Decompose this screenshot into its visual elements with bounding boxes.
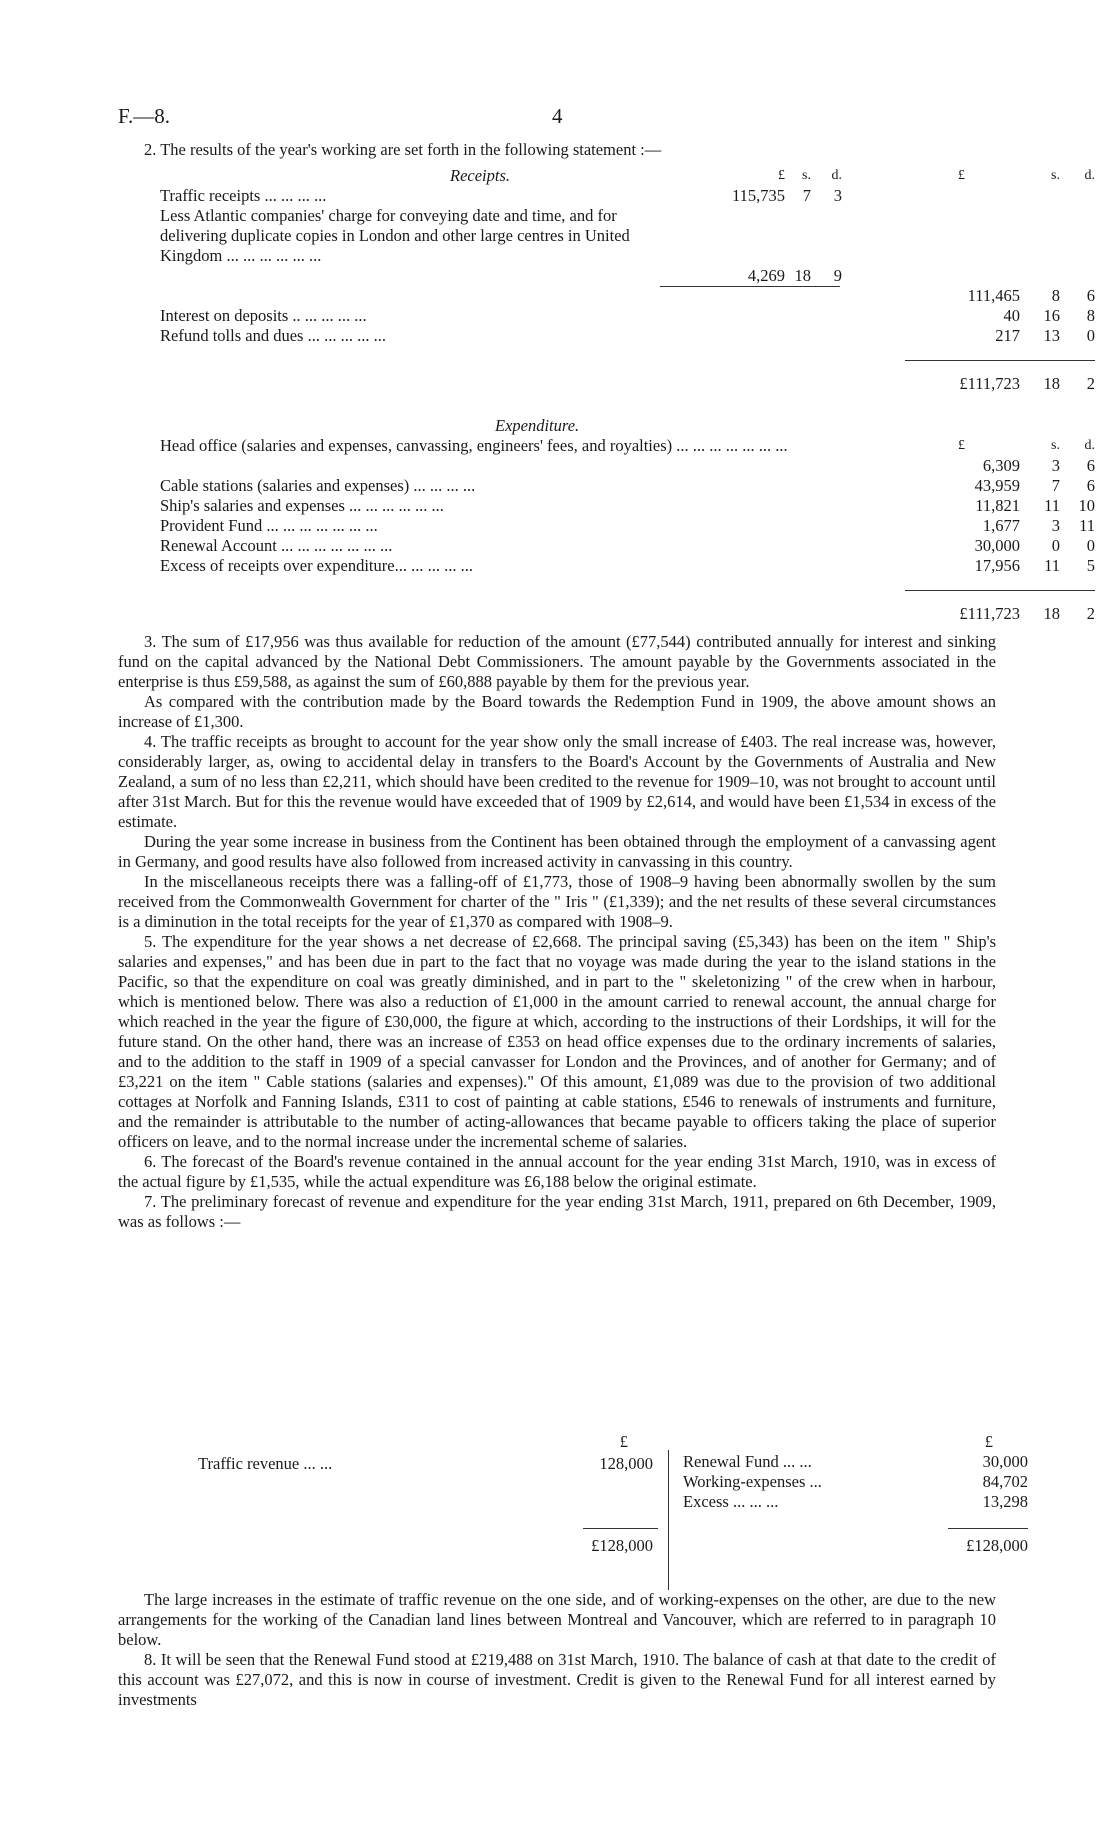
forecast-right-value: 84,702 [982, 1472, 1028, 1491]
expenditure-total-row [160, 604, 1095, 624]
forecast-left-value: 128,000 [599, 1454, 653, 1473]
total-pence: 2 [1086, 604, 1095, 623]
page-header [118, 106, 998, 132]
amount-shillings: 13 [1043, 326, 1060, 345]
total-shillings: 18 [1043, 374, 1060, 393]
forecast-right-label: Excess ... ... ... [683, 1492, 779, 1511]
amount-pounds: 30,000 [974, 536, 1020, 555]
col-header-pounds: £ [958, 438, 965, 453]
amount-pounds: 6,309 [982, 456, 1020, 475]
col-header-pounds: £ [778, 168, 785, 183]
col-header-shillings-total: s. [1051, 168, 1060, 183]
receipts-row [160, 186, 960, 206]
forecast-right-label: Working-expenses ... [683, 1472, 822, 1491]
total-shillings: 18 [1043, 604, 1060, 623]
amount-pence: 0 [1086, 536, 1095, 555]
expenditure-label: Ship's salaries and expenses ... ... ... ... ... ... [160, 496, 444, 515]
amount-pounds: 40 [1003, 306, 1020, 325]
amount-shillings: 18 [794, 266, 811, 285]
receipts-spacer [160, 346, 960, 374]
paragraph: 3. The sum of £17,956 was thus available for reduction of the amount (£77,544) contributed annually for interest and sinking fund on the capital advanced by the National Debt Commissioners. The amount payable by the Governments associated in the enterprise is thus £59,588, as against the sum of £60,888 payable by them for the previous year. [118, 632, 996, 691]
paragraph: During the year some increase in business from the Continent has been obtained through the employment of a canvassing agent in Germany, and good results have also followed from increased activity in canvassing in this country. [118, 832, 996, 871]
amount-pounds: 115,735 [731, 186, 785, 205]
amount-pounds: 217 [995, 326, 1020, 345]
amount-pence: 10 [1078, 496, 1095, 515]
amount-pence: 5 [1086, 556, 1095, 575]
expenditure-row [160, 496, 1095, 516]
amount-pounds: 1,677 [982, 516, 1020, 535]
col-header-shillings: s. [1051, 438, 1060, 453]
col-header-pence: d. [1084, 438, 1095, 453]
amount-pence: 3 [833, 186, 842, 205]
amount-shillings: 0 [1051, 536, 1060, 555]
amount-shillings: 8 [1051, 286, 1060, 305]
receipts-row [160, 326, 1095, 346]
amount-shillings: 7 [802, 186, 811, 205]
expenditure-row [160, 476, 1095, 496]
expenditure-statement [160, 416, 1095, 624]
col-header-shillings: s. [802, 168, 811, 183]
forecast-left-label: Traffic revenue ... ... [198, 1454, 333, 1473]
col-header-pounds-total: £ [958, 168, 965, 183]
amount-shillings: 11 [1044, 496, 1060, 515]
receipts-header-row [160, 166, 1095, 186]
paragraph-2-intro: 2. The results of the year's working are set forth in the following statement :— [144, 140, 662, 159]
amount-pence: 9 [833, 266, 842, 285]
forecast-right-label: Renewal Fund ... ... [683, 1452, 812, 1471]
forecast-table [118, 1432, 1028, 1555]
paragraph: 6. The forecast of the Board's revenue contained in the annual account for the year ending 31st March, 1910, was in excess of the actual figure by £1,535, while the actual expenditure was £6,188 below the original estimate. [118, 1152, 996, 1191]
amount-pence: 6 [1086, 456, 1095, 475]
amount-pounds: 43,959 [974, 476, 1020, 495]
forecast-left-total: £128,000 [591, 1536, 653, 1555]
paragraph: The large increases in the estimate of traffic revenue on the one side, and of working-expenses on the other, are due to the new arrangements for the working of the Canadian land lines between Montreal and Vancouver, which are referred to in paragraph 10 below. [118, 1590, 996, 1649]
expenditure-spacer [160, 576, 960, 604]
amount-pounds: 111,465 [967, 286, 1020, 305]
col-header-pence-total: d. [1084, 168, 1095, 183]
total-pounds: £111,723 [959, 374, 1020, 393]
closing-paragraphs [118, 1590, 996, 1710]
expenditure-row [160, 556, 1095, 576]
amount-shillings: 11 [1044, 556, 1060, 575]
forecast-divider [668, 1450, 669, 1590]
col-header-pence: d. [831, 168, 842, 183]
total-rule [905, 360, 1095, 361]
expenditure-row [160, 436, 1095, 476]
document-reference: F.—8. [118, 104, 170, 128]
expenditure-row [160, 536, 1095, 556]
page-number: 4 [552, 104, 563, 128]
paragraph: In the miscellaneous receipts there was a falling-off of £1,773, those of 1908–9 having been abnormally swollen by the sum received from the Commonwealth Government for charter of the " Iris " (£1,339); and the net results of these several circumstances is a diminution in the total receipts for the year of £1,370 as compared with 1908–9. [118, 872, 996, 931]
forecast-left-rule [583, 1528, 658, 1529]
receipts-label: Refund tolls and dues ... ... ... ... ... [160, 326, 386, 345]
amount-shillings: 3 [1051, 516, 1060, 535]
expenditure-label: Head office (salaries and expenses, canvassing, engineers' fees, and royalties) ... ... ... ... ... ... ... [160, 436, 788, 455]
receipts-label: Less Atlantic companies' charge for conveying date and time, and for delivering duplicate copies in London and other large centres in United Kingdom ... ... ... ... ... ... [160, 206, 630, 265]
amount-pence: 8 [1086, 306, 1095, 325]
expenditure-label: Excess of receipts over expenditure... ... ... ... ... [160, 556, 473, 575]
receipts-total-row [160, 374, 1095, 394]
paragraph: 8. It will be seen that the Renewal Fund stood at £219,488 on 31st March, 1910. The balance of cash at that date to the credit of this account was £27,072, and this is now in course of investment. Credit is given to the Renewal Fund for all interest earned by investments [118, 1650, 996, 1709]
total-pence: 2 [1086, 374, 1095, 393]
amount-shillings: 16 [1043, 306, 1060, 325]
amount-pounds: 17,956 [974, 556, 1020, 575]
expenditure-label: Provident Fund ... ... ... ... ... ... ... [160, 516, 378, 535]
receipts-row [160, 206, 960, 286]
receipts-statement [160, 166, 1095, 394]
paragraph: As compared with the contribution made by the Board towards the Redemption Fund in 1909, the above amount shows an increase of £1,300. [118, 692, 996, 731]
total-rule [905, 590, 1095, 591]
expenditure-row [160, 516, 1095, 536]
forecast-right-value: 13,298 [982, 1492, 1028, 1511]
expenditure-title-row [160, 416, 960, 436]
paragraph: 4. The traffic receipts as brought to account for the year show only the small increase of £403. The real increase was, however, considerably larger, as, owing to accidental delay in transfers to the Board's Account by the Governments of Australia and New Zealand, a sum of no less than £2,211, which should have been credited to the revenue for 1909–10, was not brought to account until after 31st March. But for this the revenue would have exceeded that of 1909 by £2,614, and would have been £1,534 in excess of the estimate. [118, 732, 996, 831]
receipts-label: Traffic receipts ... ... ... ... [160, 186, 327, 205]
expenditure-label: Cable stations (salaries and expenses) ... ... ... ... [160, 476, 476, 495]
amount-pence: 6 [1086, 286, 1095, 305]
amount-pounds: 4,269 [747, 266, 785, 285]
receipts-label: Interest on deposits .. ... ... ... ... [160, 306, 367, 325]
receipts-row [160, 306, 1095, 326]
total-pounds: £111,723 [959, 604, 1020, 623]
expenditure-label: Renewal Account ... ... ... ... ... ... ... [160, 536, 393, 555]
subtotal-rule [660, 286, 840, 287]
amount-shillings: 3 [1051, 456, 1060, 475]
amount-pounds: 11,821 [975, 496, 1020, 515]
amount-pence: 0 [1086, 326, 1095, 345]
paragraph: 7. The preliminary forecast of revenue and expenditure for the year ending 31st March, 1911, prepared on 6th December, 1909, was as follows :— [118, 1192, 996, 1231]
forecast-right-value: 30,000 [982, 1452, 1028, 1471]
amount-pence: 11 [1079, 516, 1095, 535]
body-paragraphs [118, 632, 996, 1232]
amount-pence: 6 [1086, 476, 1095, 495]
forecast-currency-left: £ [619, 1432, 628, 1451]
expenditure-title: Expenditure. [495, 416, 580, 435]
forecast-right-total: £128,000 [966, 1536, 1028, 1555]
paragraph: 5. The expenditure for the year shows a net decrease of £2,668. The principal saving (£5,343) has been on the item " Ship's salaries and expenses," and has been due in part to the fact that no voyage was made during the year to the island stations in the Pacific, so that the expenditure on coal was greatly diminished, and in part to the " skeletonizing " of the crew when in harbour, which is mentioned below. There was also a reduction of £1,000 in the amount carried to renewal account, the annual charge for which reached in the year the figure of £30,000, the figure at which, according to the instructions of their Lordships, it will for the future stand. On the other hand, there was an increase of £353 on head office expenses due to the ordinary increments of salaries, and to the addition to the staff in 1909 of a special canvasser for London and the Provinces, and of another for Germany; and of £3,221 on the item " Cable stations (salaries and expenses)." Of this amount, £1,089 was due to the provision of two additional cottages at Norfolk and Fanning Islands, £311 to cost of painting at cable stations, £546 to renewals of instruments and furniture, and the remainder is attributable to the number of acting-allowances that became payable to officers taking the place of superior officers on leave, and to the normal increase under the incremental scheme of salaries. [118, 932, 996, 1151]
forecast-right-rule [948, 1528, 1028, 1529]
receipts-net-row [160, 286, 1095, 306]
forecast-currency-right: £ [984, 1432, 993, 1451]
receipts-title: Receipts. [450, 166, 511, 185]
amount-shillings: 7 [1051, 476, 1060, 495]
